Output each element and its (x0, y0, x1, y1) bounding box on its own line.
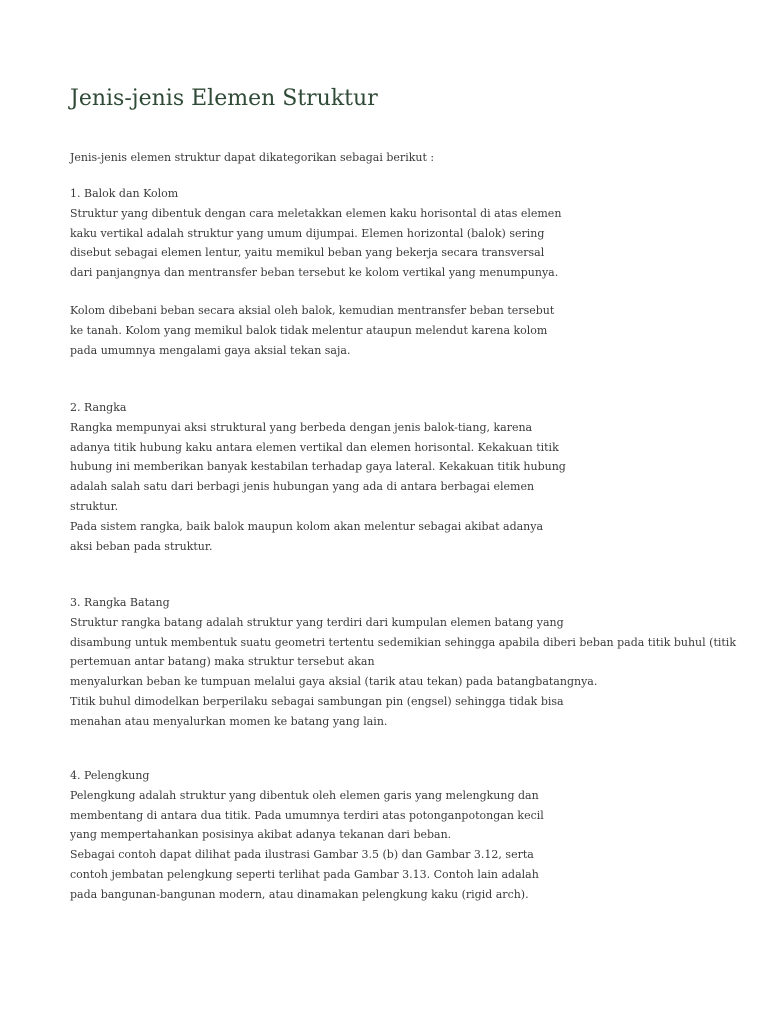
body-line: hubung ini memberikan banyak kestabilan terhadap gaya lateral. Kekakuan titik hubung (70, 460, 566, 474)
body-line: menahan atau menyalurkan momen ke batang yang lain. (70, 714, 388, 728)
section-rangka (70, 398, 566, 556)
section-balok-kolom-paragraph-2 (70, 301, 554, 360)
document-title: Jenis-jenis Elemen Struktur (70, 86, 378, 111)
body-line: Titik buhul dimodelkan berperilaku sebagai sambungan pin (engsel) sehingga tidak bisa (70, 694, 564, 708)
section-heading: 3. Rangka Batang (70, 596, 170, 609)
section-rangka-batang (70, 593, 736, 732)
body-line: Pelengkung adalah struktur yang dibentuk oleh elemen garis yang melengkung dan (70, 788, 539, 802)
body-line: aksi beban pada struktur. (70, 539, 213, 553)
body-line: dari panjangnya dan mentransfer beban tersebut ke kolom vertikal yang menumpunya. (70, 266, 559, 280)
body-line: struktur. (70, 499, 119, 513)
body-line: contoh jembatan pelengkung seperti terlihat pada Gambar 3.13. Contoh lain adalah (70, 867, 539, 881)
section-heading: 1. Balok dan Kolom (70, 187, 179, 200)
body-line: adanya titik hubung kaku antara elemen vertikal dan elemen horisontal. Kekakuan titik (70, 440, 559, 454)
body-line: membentang di antara dua titik. Pada umumnya terdiri atas potonganpotongan kecil (70, 808, 544, 822)
body-line: kaku vertikal adalah struktur yang umum dijumpai. Elemen horizontal (balok) sering (70, 226, 545, 240)
body-line: Rangka mempunyai aksi struktural yang berbeda dengan jenis balok-tiang, karena (70, 420, 533, 434)
body-line: yang mempertahankan posisinya akibat adanya tekanan dari beban. (70, 828, 452, 842)
body-line: pada umumnya mengalami gaya aksial tekan saja. (70, 343, 351, 357)
intro-text (70, 148, 434, 168)
body-line: pertemuan antar batang) maka struktur tersebut akan (70, 655, 375, 669)
section-heading: 4. Pelengkung (70, 769, 150, 782)
body-line: disebut sebagai elemen lentur, yaitu memikul beban yang bekerja secara transversal (70, 246, 545, 260)
body-line: Kolom dibebani beban secara aksial oleh balok, kemudian mentransfer beban tersebut (70, 304, 555, 317)
section-pelengkung (70, 766, 544, 905)
body-line: Pada sistem rangka, baik balok maupun kolom akan melentur sebagai akibat adanya (70, 519, 544, 533)
body-line: Sebagai contoh dapat dilihat pada ilustrasi Gambar 3.5 (b) dan Gambar 3.12, serta (70, 848, 534, 862)
body-line: Struktur yang dibentuk dengan cara meletakkan elemen kaku horisontal di atas elemen (70, 206, 562, 220)
body-line: ke tanah. Kolom yang memikul balok tidak melentur ataupun melendut karena kolom (70, 323, 548, 337)
section-balok-kolom (70, 184, 561, 283)
body-line: adalah salah satu dari berbagi jenis hubungan yang ada di antara berbagai elemen (70, 480, 535, 494)
body-line: menyalurkan beban ke tumpuan melalui gaya aksial (tarik atau tekan) pada batangbatangnya. (70, 675, 598, 689)
intro-line: Jenis-jenis elemen struktur dapat dikategorikan sebagai berikut : (70, 151, 435, 164)
body-line: Struktur rangka batang adalah struktur yang terdiri dari kumpulan elemen batang yang (70, 615, 564, 629)
body-line: disambung untuk membentuk suatu geometri tertentu sedemikian sehingga apabila diberi beban pada titik buhul (titik (70, 635, 736, 649)
body-line: pada bangunan-bangunan modern, atau dinamakan pelengkung kaku (rigid arch). (70, 887, 529, 901)
section-heading: 2. Rangka (70, 401, 127, 414)
